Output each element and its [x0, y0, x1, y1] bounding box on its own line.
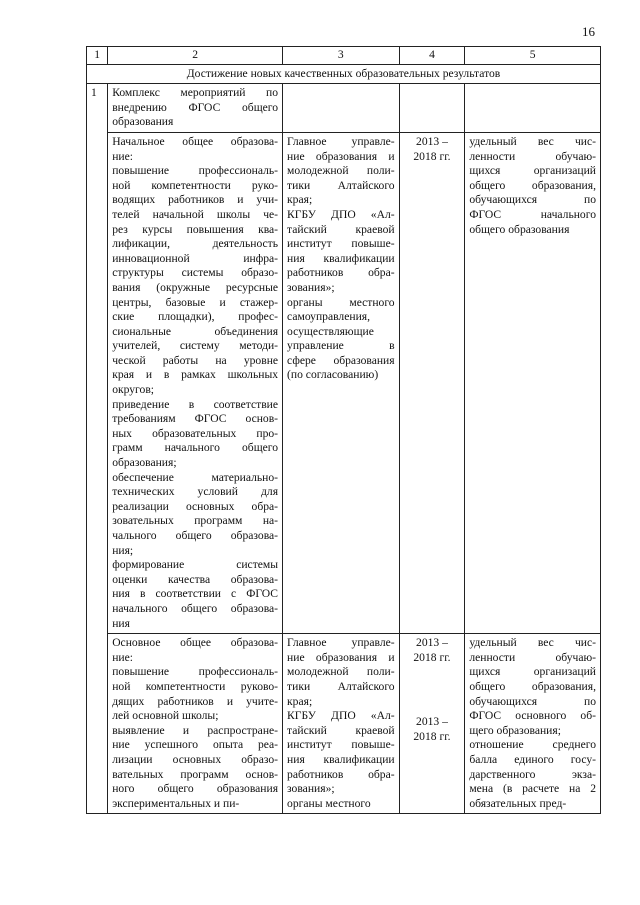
- text-line: телей начальной школы че-: [112, 207, 279, 221]
- section-title: Достижение новых качественных образовательных результатов: [87, 64, 601, 84]
- text-line: ния квалификации: [287, 251, 395, 265]
- text-line: ных образовательных про-: [112, 426, 279, 440]
- text-line: органы местного: [287, 295, 395, 309]
- text-line: органы местного: [287, 796, 371, 810]
- text-line: щихся организаций: [469, 665, 596, 679]
- executors-text: [287, 636, 395, 811]
- indicator-cell: [465, 634, 601, 814]
- text-line: формирование системы: [112, 558, 279, 572]
- column-number: 1: [87, 47, 108, 65]
- text-line: молодежной поли-: [287, 665, 395, 679]
- text-line: вания (окружные ресурсные: [112, 280, 279, 294]
- text-line: зования»;: [287, 782, 335, 796]
- text-line: ного общего образования: [112, 782, 279, 796]
- column-number: 5: [465, 47, 601, 65]
- text-line: структуры системы образо-: [112, 266, 279, 280]
- text-line: Основное общее образова-: [112, 636, 279, 650]
- text-line: рез курсы повышения ква-: [112, 222, 279, 236]
- period-text: [404, 715, 461, 744]
- text-line: мена (в расчете на 2: [469, 782, 596, 796]
- text-line: выявление и распростране-: [112, 723, 279, 737]
- text-line: Начальное общее образова-: [112, 134, 279, 148]
- text-line: балла единого госу-: [469, 752, 596, 766]
- text-line: ной компетентности руко-: [112, 178, 279, 192]
- measure-description-cell: [108, 132, 283, 633]
- text-line: Главное управле-: [287, 636, 395, 650]
- text-line: отношение среднего: [469, 738, 596, 752]
- measures-table: [86, 46, 601, 814]
- text-line: общего образования,: [469, 679, 596, 693]
- text-line: повышение профессиональ-: [112, 164, 279, 178]
- period-cell: [399, 634, 465, 814]
- text-line: работников обра-: [287, 266, 395, 280]
- text-line: тайский краевой: [287, 723, 395, 737]
- executors-cell: [283, 132, 400, 633]
- text-line: ние:: [112, 149, 133, 163]
- column-number: 2: [108, 47, 283, 65]
- text-line: приведение в соответствие: [112, 397, 279, 411]
- table-row: [87, 84, 601, 133]
- text-line: общего образования,: [469, 178, 596, 192]
- text-line: щего образования;: [469, 723, 561, 737]
- text-line: начального общего образова-: [112, 601, 279, 615]
- text-line: тики Алтайского: [287, 178, 395, 192]
- text-line: общего образования: [469, 222, 570, 236]
- text-line: края;: [287, 694, 313, 708]
- text-line: учителей, систему методи-: [112, 339, 279, 353]
- empty-cell: [465, 84, 601, 133]
- text-line: работников обра-: [287, 767, 395, 781]
- text-line: края;: [287, 193, 313, 207]
- text-line: КГБУ ДПО «Ал-: [287, 207, 395, 221]
- measure-description-cell: [108, 634, 283, 814]
- text-line: повышение профессиональ-: [112, 665, 279, 679]
- text-line: внедрению ФГОС общего: [112, 100, 279, 114]
- text-line: требованиям ФГОС основ-: [112, 412, 279, 426]
- text-line: удельный вес чис-: [469, 636, 596, 650]
- text-line: лей основной школы;: [112, 709, 219, 723]
- text-line: молодежной поли-: [287, 164, 395, 178]
- text-line: сиональные объединения: [112, 324, 279, 338]
- measure-title-cell: [108, 84, 283, 133]
- text-line: образования;: [112, 456, 177, 470]
- text-line: ния;: [112, 543, 134, 557]
- text-line: институт повыше-: [287, 738, 395, 752]
- text-line: лификации, деятельность: [112, 237, 279, 251]
- measure-title-text: [112, 86, 278, 130]
- text-line: самоуправления,: [287, 310, 371, 324]
- text-line: обязательных пред-: [469, 796, 567, 810]
- empty-cell: [399, 84, 465, 133]
- text-line: чального общего образова-: [112, 529, 279, 542]
- row-number: 1: [87, 84, 108, 814]
- text-line: оценки качества образова-: [112, 572, 279, 586]
- indicator-cell: [465, 132, 601, 633]
- text-line: щихся организаций: [469, 164, 596, 178]
- text-line: тайский краевой: [287, 222, 395, 236]
- text-line: ФГОС начального: [469, 207, 596, 221]
- text-line: ческой работы на уровне: [112, 353, 279, 367]
- text-line: зования»;: [287, 280, 335, 294]
- text-line: дарственного экза-: [469, 767, 596, 781]
- text-line: осуществляющие: [287, 324, 374, 338]
- text-line: институт повыше-: [287, 237, 395, 251]
- text-line: вательных программ основ-: [112, 767, 279, 781]
- text-line: ФГОС основного об-: [469, 709, 596, 723]
- text-line: ние:: [112, 650, 133, 664]
- text-line: тики Алтайского: [287, 679, 395, 693]
- text-line: края и в рамках школьных: [112, 368, 279, 382]
- text-line: экспериментальных и пи-: [112, 796, 240, 810]
- text-line: центры, базовые и стажер-: [112, 295, 279, 309]
- empty-cell: [283, 84, 400, 133]
- text-line: КГБУ ДПО «Ал-: [287, 709, 395, 723]
- text-line: водящих работников и учи-: [112, 193, 279, 207]
- text-line: дящих работников и учите-: [112, 694, 279, 708]
- text-line: ние образования и: [287, 149, 395, 163]
- measure-description: [112, 135, 278, 631]
- period-text: [404, 135, 461, 164]
- text-line: ленности обучаю-: [469, 149, 596, 163]
- text-line: обучающихся по: [469, 193, 596, 207]
- text-line: грамм начального общего: [112, 441, 279, 455]
- text-line: удельный вес чис-: [469, 134, 596, 148]
- text-line: 2018 гг.: [413, 729, 451, 743]
- column-number: 3: [283, 47, 400, 65]
- text-line: 2013 –: [416, 134, 448, 148]
- text-line: 2013 –: [416, 715, 448, 729]
- text-line: ния в соответствии с ФГОС: [112, 587, 279, 601]
- text-line: округов;: [112, 383, 155, 397]
- page-number: 16: [582, 24, 595, 39]
- column-number-row: [87, 47, 601, 65]
- executors-cell: [283, 634, 400, 814]
- text-line: обеспечение материально-: [112, 470, 279, 484]
- column-number: 4: [399, 47, 465, 65]
- executors-text: [287, 135, 395, 383]
- table-row: [87, 132, 601, 633]
- text-line: технических условий для: [112, 485, 279, 499]
- measure-description: [112, 636, 278, 811]
- text-line: обучающихся по: [469, 694, 596, 708]
- text-line: 2013 –: [416, 636, 448, 650]
- table-row: [87, 634, 601, 814]
- indicator-text: [469, 636, 596, 811]
- text-line: ские площадки), профес-: [112, 310, 279, 324]
- text-line: ленности обучаю-: [469, 650, 596, 664]
- period-text: [404, 636, 461, 665]
- text-line: (по согласованию): [287, 368, 379, 382]
- text-line: ние успешного опыта реа-: [112, 738, 279, 752]
- text-line: образования: [112, 115, 174, 129]
- text-line: ния квалификации: [287, 752, 395, 766]
- text-line: Комплекс мероприятий по: [112, 86, 279, 100]
- indicator-text: [469, 135, 596, 237]
- text-line: лизации основных образо-: [112, 752, 279, 766]
- text-line: зовательных программ на-: [112, 514, 279, 528]
- text-line: сфере образования: [287, 353, 395, 367]
- text-line: ния: [112, 616, 130, 630]
- text-line: реализации основных обра-: [112, 499, 279, 513]
- text-line: Главное управле-: [287, 134, 395, 148]
- text-line: ной компетентности руково-: [112, 679, 279, 693]
- text-line: ние образования и: [287, 650, 395, 664]
- period-cell: [399, 132, 465, 633]
- text-line: 2018 гг.: [413, 650, 451, 664]
- text-line: инновационной инфра-: [112, 251, 279, 265]
- text-line: 2018 гг.: [413, 149, 451, 163]
- section-row: [87, 64, 601, 84]
- text-line: управление в: [287, 339, 395, 353]
